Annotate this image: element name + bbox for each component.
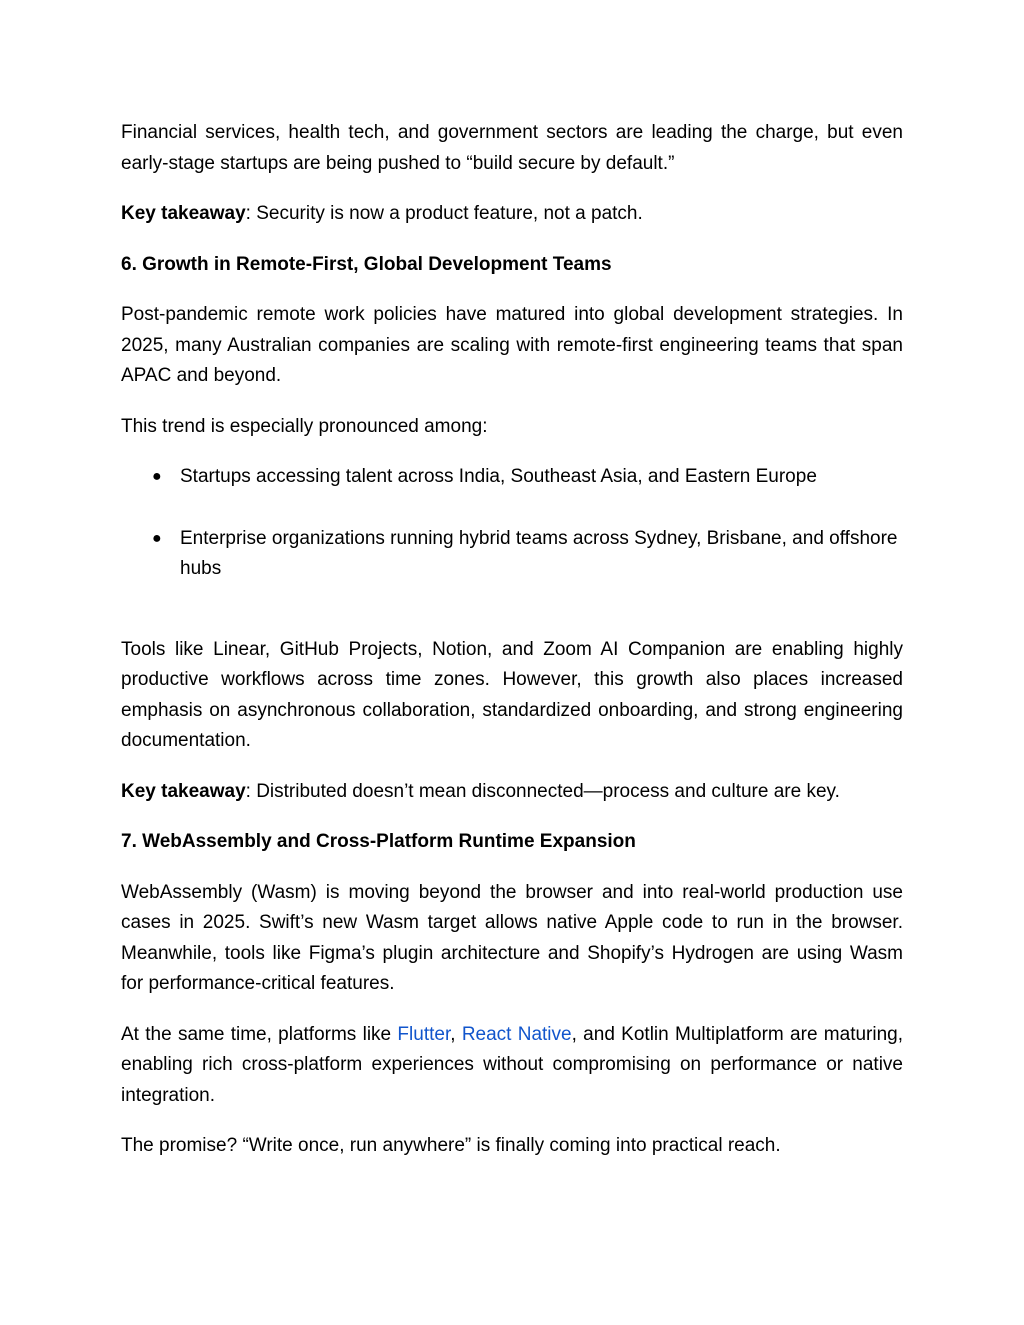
section-6-paragraph-3: Tools like Linear, GitHub Projects, Notion, and Zoom AI Companion are enabling highly productive workflows across time zones. However, this growth also places increased emphasis on asynchronous collaboration, standardized onboarding, and strong engineering documentation. xyxy=(121,638,903,751)
key-takeaway-distributed xyxy=(121,777,903,808)
list-item xyxy=(121,462,903,493)
key-takeaway-text: : Distributed doesn’t mean disconnected—process and culture are key. xyxy=(245,780,840,802)
key-takeaway-security xyxy=(121,199,903,230)
intro-paragraph: Financial services, health tech, and government sectors are leading the charge, but even early-stage startups are being pushed to “build secure by default.” xyxy=(121,122,903,174)
flutter-link[interactable]: Flutter xyxy=(397,1023,451,1045)
bullet-icon: ● xyxy=(152,529,162,547)
section-7-paragraph-2 xyxy=(121,1020,903,1112)
section-7-paragraph-1: WebAssembly (Wasm) is moving beyond the browser and into real-world production use cases in 2025. Swift’s new Wasm target allows native Apple code to run in the browser. Meanwhile, tools like Figma’s plugin architecture and Shopify’s Hydrogen are using Wasm for performance-critical features. xyxy=(121,881,903,994)
section-7-heading: 7. WebAssembly and Cross-Platform Runtime Expansion xyxy=(121,831,636,852)
list-item-text: Enterprise organizations running hybrid teams across Sydney, Brisbane, and offshore hubs xyxy=(180,527,898,579)
section-6-bullet-list xyxy=(121,462,903,585)
key-takeaway-label: Key takeaway xyxy=(121,780,246,802)
paragraph-text-start: At the same time, platforms like xyxy=(121,1023,398,1045)
section-6-paragraph-1: Post-pandemic remote work policies have matured into global development strategies. In 2025, many Australian companies are scaling with remote-first engineering teams that span APAC and beyond. xyxy=(121,304,903,386)
list-item-text: Startups accessing talent across India, Southeast Asia, and Eastern Europe xyxy=(180,466,817,487)
key-takeaway-text: : Security is now a product feature, not a patch. xyxy=(245,203,643,224)
paragraph-text-end: , and Kotlin Multiplatform are maturing, enabling rich cross-platform experiences without compromising on performance or native integration. xyxy=(121,1023,903,1106)
section-6-heading: 6. Growth in Remote-First, Global Development Teams xyxy=(121,253,612,275)
document-page xyxy=(121,118,903,1182)
react-native-link[interactable]: React Native xyxy=(461,1023,572,1045)
bullet-icon: ● xyxy=(152,468,162,485)
section-7-paragraph-3: The promise? “Write once, run anywhere” is finally coming into practical reach. xyxy=(121,1135,781,1156)
list-item xyxy=(121,524,903,585)
comma-separator: , xyxy=(450,1023,462,1045)
key-takeaway-label: Key takeaway xyxy=(121,203,246,224)
section-6-paragraph-2: This trend is especially pronounced among: xyxy=(121,415,488,437)
